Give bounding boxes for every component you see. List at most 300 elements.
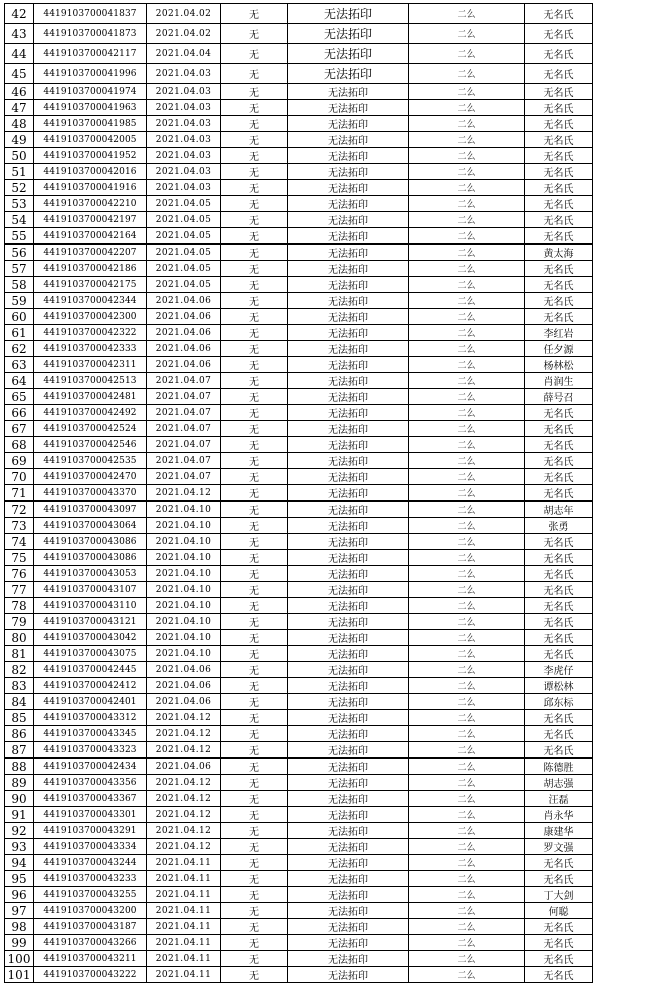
record-color: 二么 [409, 855, 525, 871]
record-date: 2021.04.06 [147, 293, 221, 309]
row-number: 54 [5, 212, 34, 228]
record-color: 二么 [409, 196, 525, 212]
record-status: 无法拓印 [288, 24, 409, 44]
record-name: 无名氏 [525, 116, 593, 132]
record-id: 4419103700041873 [34, 24, 147, 44]
row-number: 80 [5, 630, 34, 646]
table-row [5, 24, 593, 44]
row-number: 66 [5, 405, 34, 421]
table-row [5, 212, 593, 228]
table-row [5, 646, 593, 662]
row-number: 49 [5, 132, 34, 148]
record-status: 无法拓印 [288, 501, 409, 518]
row-number: 50 [5, 148, 34, 164]
record-date: 2021.04.05 [147, 196, 221, 212]
row-number: 65 [5, 389, 34, 405]
record-color: 二么 [409, 116, 525, 132]
table-row [5, 196, 593, 212]
record-color: 二么 [409, 24, 525, 44]
record-status: 无法拓印 [288, 903, 409, 919]
record-date: 2021.04.06 [147, 662, 221, 678]
record-color: 二么 [409, 758, 525, 775]
record-name: 邱东标 [525, 694, 593, 710]
record-id: 4419103700043334 [34, 839, 147, 855]
table-row [5, 534, 593, 550]
row-number: 71 [5, 485, 34, 502]
record-id: 4419103700043097 [34, 501, 147, 518]
record-status: 无法拓印 [288, 196, 409, 212]
record-flag: 无 [221, 437, 288, 453]
record-flag: 无 [221, 807, 288, 823]
row-number: 73 [5, 518, 34, 534]
record-id: 4419103700043187 [34, 919, 147, 935]
record-name: 无名氏 [525, 180, 593, 196]
record-status: 无法拓印 [288, 469, 409, 485]
record-status: 无法拓印 [288, 534, 409, 550]
record-date: 2021.04.03 [147, 64, 221, 84]
table-row [5, 293, 593, 309]
record-flag: 无 [221, 919, 288, 935]
record-status: 无法拓印 [288, 4, 409, 24]
row-number: 68 [5, 437, 34, 453]
record-name: 张勇 [525, 518, 593, 534]
row-number: 92 [5, 823, 34, 839]
record-id: 4419103700043064 [34, 518, 147, 534]
record-flag: 无 [221, 469, 288, 485]
record-date: 2021.04.03 [147, 84, 221, 100]
table-row [5, 277, 593, 293]
table-row [5, 823, 593, 839]
record-flag: 无 [221, 775, 288, 791]
record-id: 4419103700043053 [34, 566, 147, 582]
record-status: 无法拓印 [288, 566, 409, 582]
record-flag: 无 [221, 501, 288, 518]
record-id: 4419103700043086 [34, 534, 147, 550]
table-row [5, 437, 593, 453]
row-number: 52 [5, 180, 34, 196]
row-number: 43 [5, 24, 34, 44]
record-flag: 无 [221, 614, 288, 630]
table-row [5, 309, 593, 325]
record-name: 何聪 [525, 903, 593, 919]
record-color: 二么 [409, 887, 525, 903]
record-name: 无名氏 [525, 453, 593, 469]
record-color: 二么 [409, 694, 525, 710]
table-row [5, 405, 593, 421]
row-number: 55 [5, 228, 34, 245]
record-date: 2021.04.05 [147, 212, 221, 228]
record-id: 4419103700042117 [34, 44, 147, 64]
record-date: 2021.04.10 [147, 582, 221, 598]
record-status: 无法拓印 [288, 646, 409, 662]
table-row [5, 598, 593, 614]
record-status: 无法拓印 [288, 421, 409, 437]
record-name: 无名氏 [525, 550, 593, 566]
record-status: 无法拓印 [288, 887, 409, 903]
record-color: 二么 [409, 598, 525, 614]
record-color: 二么 [409, 662, 525, 678]
table-row [5, 453, 593, 469]
record-name: 肖永华 [525, 807, 593, 823]
record-name: 无名氏 [525, 132, 593, 148]
record-status: 无法拓印 [288, 935, 409, 951]
record-color: 二么 [409, 180, 525, 196]
record-id: 4419103700042016 [34, 164, 147, 180]
record-id: 4419103700042333 [34, 341, 147, 357]
record-name: 无名氏 [525, 228, 593, 245]
record-color: 二么 [409, 309, 525, 325]
record-date: 2021.04.07 [147, 421, 221, 437]
record-flag: 无 [221, 100, 288, 116]
row-number: 82 [5, 662, 34, 678]
record-id: 4419103700041974 [34, 84, 147, 100]
record-flag: 无 [221, 871, 288, 887]
record-name: 无名氏 [525, 24, 593, 44]
record-flag: 无 [221, 116, 288, 132]
record-flag: 无 [221, 598, 288, 614]
record-id: 4419103700042311 [34, 357, 147, 373]
row-number: 56 [5, 244, 34, 261]
record-name: 胡志强 [525, 775, 593, 791]
record-date: 2021.04.10 [147, 614, 221, 630]
record-color: 二么 [409, 228, 525, 245]
record-date: 2021.04.03 [147, 180, 221, 196]
record-status: 无法拓印 [288, 228, 409, 245]
record-date: 2021.04.10 [147, 518, 221, 534]
record-flag: 无 [221, 855, 288, 871]
record-id: 4419103700042445 [34, 662, 147, 678]
record-date: 2021.04.12 [147, 485, 221, 502]
record-date: 2021.04.06 [147, 694, 221, 710]
record-status: 无法拓印 [288, 823, 409, 839]
table-row [5, 341, 593, 357]
record-flag: 无 [221, 180, 288, 196]
record-color: 二么 [409, 325, 525, 341]
record-id: 4419103700043291 [34, 823, 147, 839]
record-id: 4419103700042470 [34, 469, 147, 485]
record-id: 4419103700042546 [34, 437, 147, 453]
record-flag: 无 [221, 630, 288, 646]
record-date: 2021.04.02 [147, 24, 221, 44]
record-id: 4419103700043367 [34, 791, 147, 807]
record-status: 无法拓印 [288, 775, 409, 791]
record-color: 二么 [409, 646, 525, 662]
record-flag: 无 [221, 405, 288, 421]
record-color: 二么 [409, 791, 525, 807]
record-name: 康建华 [525, 823, 593, 839]
record-status: 无法拓印 [288, 967, 409, 983]
row-number: 57 [5, 261, 34, 277]
record-date: 2021.04.03 [147, 164, 221, 180]
table-row [5, 935, 593, 951]
record-color: 二么 [409, 44, 525, 64]
record-color: 二么 [409, 469, 525, 485]
record-date: 2021.04.03 [147, 116, 221, 132]
record-id: 4419103700042481 [34, 389, 147, 405]
record-status: 无法拓印 [288, 951, 409, 967]
record-color: 二么 [409, 357, 525, 373]
record-name: 无名氏 [525, 630, 593, 646]
table-row [5, 501, 593, 518]
record-id: 4419103700042197 [34, 212, 147, 228]
record-name: 无名氏 [525, 646, 593, 662]
record-date: 2021.04.12 [147, 775, 221, 791]
table-row [5, 919, 593, 935]
row-number: 100 [5, 951, 34, 967]
record-status: 无法拓印 [288, 582, 409, 598]
record-color: 二么 [409, 839, 525, 855]
record-color: 二么 [409, 807, 525, 823]
record-flag: 无 [221, 293, 288, 309]
table-row [5, 662, 593, 678]
table-row [5, 357, 593, 373]
record-id: 4419103700042186 [34, 261, 147, 277]
record-status: 无法拓印 [288, 726, 409, 742]
record-status: 无法拓印 [288, 871, 409, 887]
record-name: 无名氏 [525, 212, 593, 228]
table-row [5, 518, 593, 534]
record-flag: 无 [221, 566, 288, 582]
record-status: 无法拓印 [288, 550, 409, 566]
record-name: 无名氏 [525, 293, 593, 309]
record-id: 4419103700043211 [34, 951, 147, 967]
record-color: 二么 [409, 132, 525, 148]
record-date: 2021.04.05 [147, 228, 221, 245]
record-id: 4419103700043200 [34, 903, 147, 919]
table-row [5, 758, 593, 775]
record-color: 二么 [409, 518, 525, 534]
record-flag: 无 [221, 164, 288, 180]
record-id: 4419103700043042 [34, 630, 147, 646]
record-color: 二么 [409, 100, 525, 116]
row-number: 96 [5, 887, 34, 903]
table-row [5, 694, 593, 710]
record-color: 二么 [409, 4, 525, 24]
row-number: 93 [5, 839, 34, 855]
record-name: 无名氏 [525, 951, 593, 967]
record-name: 罗文强 [525, 839, 593, 855]
record-date: 2021.04.06 [147, 758, 221, 775]
record-flag: 无 [221, 421, 288, 437]
record-color: 二么 [409, 437, 525, 453]
row-number: 88 [5, 758, 34, 775]
record-flag: 无 [221, 887, 288, 903]
record-status: 无法拓印 [288, 614, 409, 630]
record-name: 无名氏 [525, 437, 593, 453]
record-flag: 无 [221, 453, 288, 469]
record-name: 无名氏 [525, 742, 593, 759]
table-row [5, 582, 593, 598]
table-row [5, 726, 593, 742]
table-row [5, 373, 593, 389]
record-id: 4419103700043121 [34, 614, 147, 630]
record-date: 2021.04.05 [147, 261, 221, 277]
record-status: 无法拓印 [288, 807, 409, 823]
record-id: 4419103700042210 [34, 196, 147, 212]
record-id: 4419103700042207 [34, 244, 147, 261]
record-date: 2021.04.07 [147, 405, 221, 421]
row-number: 86 [5, 726, 34, 742]
record-color: 二么 [409, 212, 525, 228]
record-id: 4419103700041916 [34, 180, 147, 196]
record-name: 无名氏 [525, 935, 593, 951]
record-status: 无法拓印 [288, 919, 409, 935]
table-row [5, 180, 593, 196]
record-date: 2021.04.07 [147, 437, 221, 453]
record-date: 2021.04.11 [147, 855, 221, 871]
record-color: 二么 [409, 164, 525, 180]
table-row [5, 710, 593, 726]
record-date: 2021.04.07 [147, 389, 221, 405]
table-row [5, 164, 593, 180]
record-id: 4419103700043244 [34, 855, 147, 871]
record-flag: 无 [221, 277, 288, 293]
record-name: 无名氏 [525, 485, 593, 502]
record-color: 二么 [409, 919, 525, 935]
record-flag: 无 [221, 839, 288, 855]
record-name: 无名氏 [525, 261, 593, 277]
table-row [5, 839, 593, 855]
record-color: 二么 [409, 678, 525, 694]
table-row [5, 566, 593, 582]
record-status: 无法拓印 [288, 357, 409, 373]
record-name: 无名氏 [525, 100, 593, 116]
table-row [5, 100, 593, 116]
record-flag: 无 [221, 791, 288, 807]
record-flag: 无 [221, 132, 288, 148]
record-id: 4419103700042401 [34, 694, 147, 710]
record-name: 胡志年 [525, 501, 593, 518]
record-id: 4419103700042344 [34, 293, 147, 309]
record-color: 二么 [409, 64, 525, 84]
row-number: 75 [5, 550, 34, 566]
record-flag: 无 [221, 694, 288, 710]
record-status: 无法拓印 [288, 100, 409, 116]
record-status: 无法拓印 [288, 389, 409, 405]
record-flag: 无 [221, 662, 288, 678]
record-flag: 无 [221, 726, 288, 742]
record-flag: 无 [221, 903, 288, 919]
table-row [5, 791, 593, 807]
record-name: 陈德胜 [525, 758, 593, 775]
table-row [5, 855, 593, 871]
record-color: 二么 [409, 293, 525, 309]
record-status: 无法拓印 [288, 325, 409, 341]
table-row [5, 775, 593, 791]
record-flag: 无 [221, 518, 288, 534]
record-flag: 无 [221, 309, 288, 325]
record-id: 4419103700043323 [34, 742, 147, 759]
record-name: 任夕源 [525, 341, 593, 357]
row-number: 94 [5, 855, 34, 871]
row-number: 89 [5, 775, 34, 791]
record-flag: 无 [221, 710, 288, 726]
records-table [4, 3, 593, 983]
record-name: 无名氏 [525, 164, 593, 180]
record-flag: 无 [221, 550, 288, 566]
record-date: 2021.04.12 [147, 791, 221, 807]
record-name: 杨林松 [525, 357, 593, 373]
record-status: 无法拓印 [288, 341, 409, 357]
record-color: 二么 [409, 373, 525, 389]
record-status: 无法拓印 [288, 485, 409, 502]
record-color: 二么 [409, 726, 525, 742]
record-name: 无名氏 [525, 726, 593, 742]
table-row [5, 630, 593, 646]
table-row [5, 951, 593, 967]
record-color: 二么 [409, 421, 525, 437]
row-number: 87 [5, 742, 34, 759]
record-color: 二么 [409, 630, 525, 646]
record-name: 薛号召 [525, 389, 593, 405]
record-id: 4419103700043233 [34, 871, 147, 887]
row-number: 70 [5, 469, 34, 485]
record-id: 4419103700042513 [34, 373, 147, 389]
record-name: 丁大剑 [525, 887, 593, 903]
record-date: 2021.04.11 [147, 871, 221, 887]
record-flag: 无 [221, 967, 288, 983]
record-color: 二么 [409, 775, 525, 791]
record-id: 4419103700043222 [34, 967, 147, 983]
table-row [5, 261, 593, 277]
record-date: 2021.04.10 [147, 646, 221, 662]
record-id: 4419103700043370 [34, 485, 147, 502]
record-color: 二么 [409, 389, 525, 405]
record-flag: 无 [221, 935, 288, 951]
table-row [5, 64, 593, 84]
record-name: 无名氏 [525, 871, 593, 887]
record-name: 无名氏 [525, 855, 593, 871]
record-name: 无名氏 [525, 421, 593, 437]
record-date: 2021.04.06 [147, 341, 221, 357]
row-number: 90 [5, 791, 34, 807]
table-row [5, 132, 593, 148]
record-name: 肖润生 [525, 373, 593, 389]
record-name: 无名氏 [525, 967, 593, 983]
record-color: 二么 [409, 405, 525, 421]
record-status: 无法拓印 [288, 710, 409, 726]
record-color: 二么 [409, 485, 525, 502]
record-flag: 无 [221, 64, 288, 84]
record-date: 2021.04.06 [147, 325, 221, 341]
record-name: 无名氏 [525, 469, 593, 485]
record-date: 2021.04.11 [147, 935, 221, 951]
record-color: 二么 [409, 823, 525, 839]
row-number: 58 [5, 277, 34, 293]
record-name: 无名氏 [525, 277, 593, 293]
table-row [5, 807, 593, 823]
record-status: 无法拓印 [288, 64, 409, 84]
record-name: 无名氏 [525, 44, 593, 64]
record-id: 4419103700043301 [34, 807, 147, 823]
row-number: 46 [5, 84, 34, 100]
record-id: 4419103700041837 [34, 4, 147, 24]
record-status: 无法拓印 [288, 44, 409, 64]
record-flag: 无 [221, 582, 288, 598]
record-status: 无法拓印 [288, 309, 409, 325]
record-flag: 无 [221, 758, 288, 775]
record-status: 无法拓印 [288, 694, 409, 710]
record-status: 无法拓印 [288, 180, 409, 196]
record-date: 2021.04.07 [147, 469, 221, 485]
row-number: 48 [5, 116, 34, 132]
record-flag: 无 [221, 742, 288, 759]
record-status: 无法拓印 [288, 678, 409, 694]
table-row [5, 4, 593, 24]
table-row [5, 116, 593, 132]
record-date: 2021.04.12 [147, 807, 221, 823]
record-date: 2021.04.10 [147, 630, 221, 646]
